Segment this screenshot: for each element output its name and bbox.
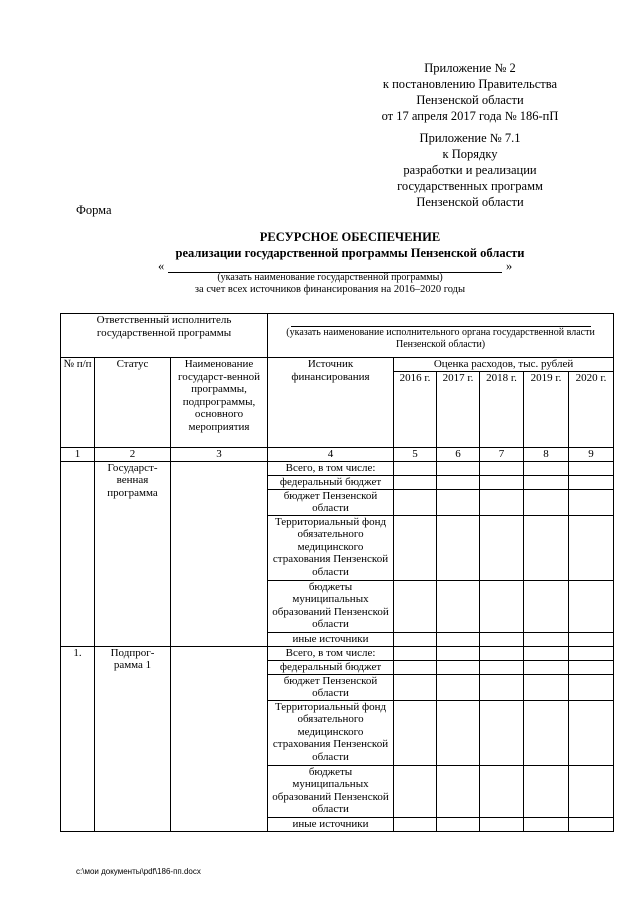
title-line: РЕСУРСНОЕ ОБЕСПЕЧЕНИЕ bbox=[259, 230, 441, 244]
source-cell: бюджеты муниципальных образований Пензенской области bbox=[268, 765, 394, 817]
source-cell: Всего, в том числе: bbox=[268, 461, 394, 475]
quote-close: » bbox=[506, 259, 513, 273]
appendix-line: разработки и реализации bbox=[403, 163, 537, 177]
header-year: 2016 г. bbox=[394, 372, 437, 448]
appendix-header-1 bbox=[350, 60, 590, 124]
row-num: 1. bbox=[61, 646, 95, 831]
executor-label: Ответственный исполнитель государственной программы bbox=[61, 314, 268, 358]
appendix-line: к Порядку bbox=[442, 147, 498, 161]
column-number: 3 bbox=[171, 448, 268, 462]
header-num: № п/п bbox=[61, 358, 95, 448]
quote-open: « bbox=[158, 259, 165, 273]
header-year: 2017 г. bbox=[437, 372, 480, 448]
header-year: 2018 г. bbox=[480, 372, 524, 448]
source-cell: Территориальный фонд обязательного медицинского страхования Пензенской области bbox=[268, 700, 394, 765]
source-cell: иные источники bbox=[268, 632, 394, 646]
column-number: 8 bbox=[524, 448, 569, 462]
source-cell: бюджеты муниципальных образований Пензенской области bbox=[268, 580, 394, 632]
column-number: 1 bbox=[61, 448, 95, 462]
header-estimate: Оценка расходов, тыс. рублей bbox=[394, 358, 614, 372]
executor-row bbox=[61, 314, 614, 358]
column-number: 6 bbox=[437, 448, 480, 462]
column-number: 4 bbox=[268, 448, 394, 462]
header-row bbox=[61, 358, 614, 372]
sources-line: за счет всех источников финансирования на 2016–2020 годы bbox=[194, 284, 466, 295]
file-path-footer: c:\мои документы\pdf\186-пп.docx bbox=[76, 867, 201, 876]
appendix-line: Пензенской области bbox=[416, 93, 524, 107]
appendix-line: к постановлению Правительства bbox=[382, 77, 558, 91]
row-num bbox=[61, 461, 95, 646]
header-source: Источник финансирования bbox=[268, 358, 394, 448]
table-row bbox=[61, 461, 614, 475]
source-cell: иные источники bbox=[268, 817, 394, 831]
column-numbers-row bbox=[61, 448, 614, 462]
source-cell: бюджет Пензенской области bbox=[268, 674, 394, 700]
appendix-line: Приложение № 7.1 bbox=[419, 131, 521, 145]
row-name bbox=[171, 461, 268, 646]
header-name: Наименование государст-венной программы, подпрограммы, основного мероприятия bbox=[171, 358, 268, 448]
appendix-line: государственных программ bbox=[397, 179, 543, 193]
column-number: 9 bbox=[569, 448, 614, 462]
row-status: Государст-венная программа bbox=[95, 461, 171, 646]
source-cell: федеральный бюджет bbox=[268, 475, 394, 489]
column-number: 2 bbox=[95, 448, 171, 462]
appendix-line: Пензенской области bbox=[416, 195, 524, 209]
title-line: реализации государственной программы Пензенской области bbox=[175, 246, 525, 260]
executor-cell bbox=[268, 314, 614, 358]
source-cell: Всего, в том числе: bbox=[268, 646, 394, 660]
header-year: 2020 г. bbox=[569, 372, 614, 448]
appendix-line: от 17 апреля 2017 года № 186-пП bbox=[381, 109, 559, 123]
column-number: 5 bbox=[394, 448, 437, 462]
row-status: Подпрог-рамма 1 bbox=[95, 646, 171, 831]
header-year: 2019 г. bbox=[524, 372, 569, 448]
source-cell: бюджет Пензенской области bbox=[268, 489, 394, 515]
document-title bbox=[100, 229, 600, 261]
source-cell: федеральный бюджет bbox=[268, 660, 394, 674]
header-status: Статус bbox=[95, 358, 171, 448]
resource-table bbox=[60, 313, 614, 832]
column-number: 7 bbox=[480, 448, 524, 462]
executor-hint: (указать наименование исполнительного органа государственной власти Пензенской области) bbox=[286, 327, 595, 350]
table-row bbox=[61, 646, 614, 660]
appendix-header-2 bbox=[350, 130, 590, 210]
source-cell: Территориальный фонд обязательного медицинского страхования Пензенской области bbox=[268, 515, 394, 580]
form-label: Форма bbox=[76, 203, 112, 217]
appendix-line: Приложение № 2 bbox=[424, 61, 516, 75]
row-name bbox=[171, 646, 268, 831]
program-name-hint: (указать наименование государственной программы) bbox=[217, 272, 443, 283]
